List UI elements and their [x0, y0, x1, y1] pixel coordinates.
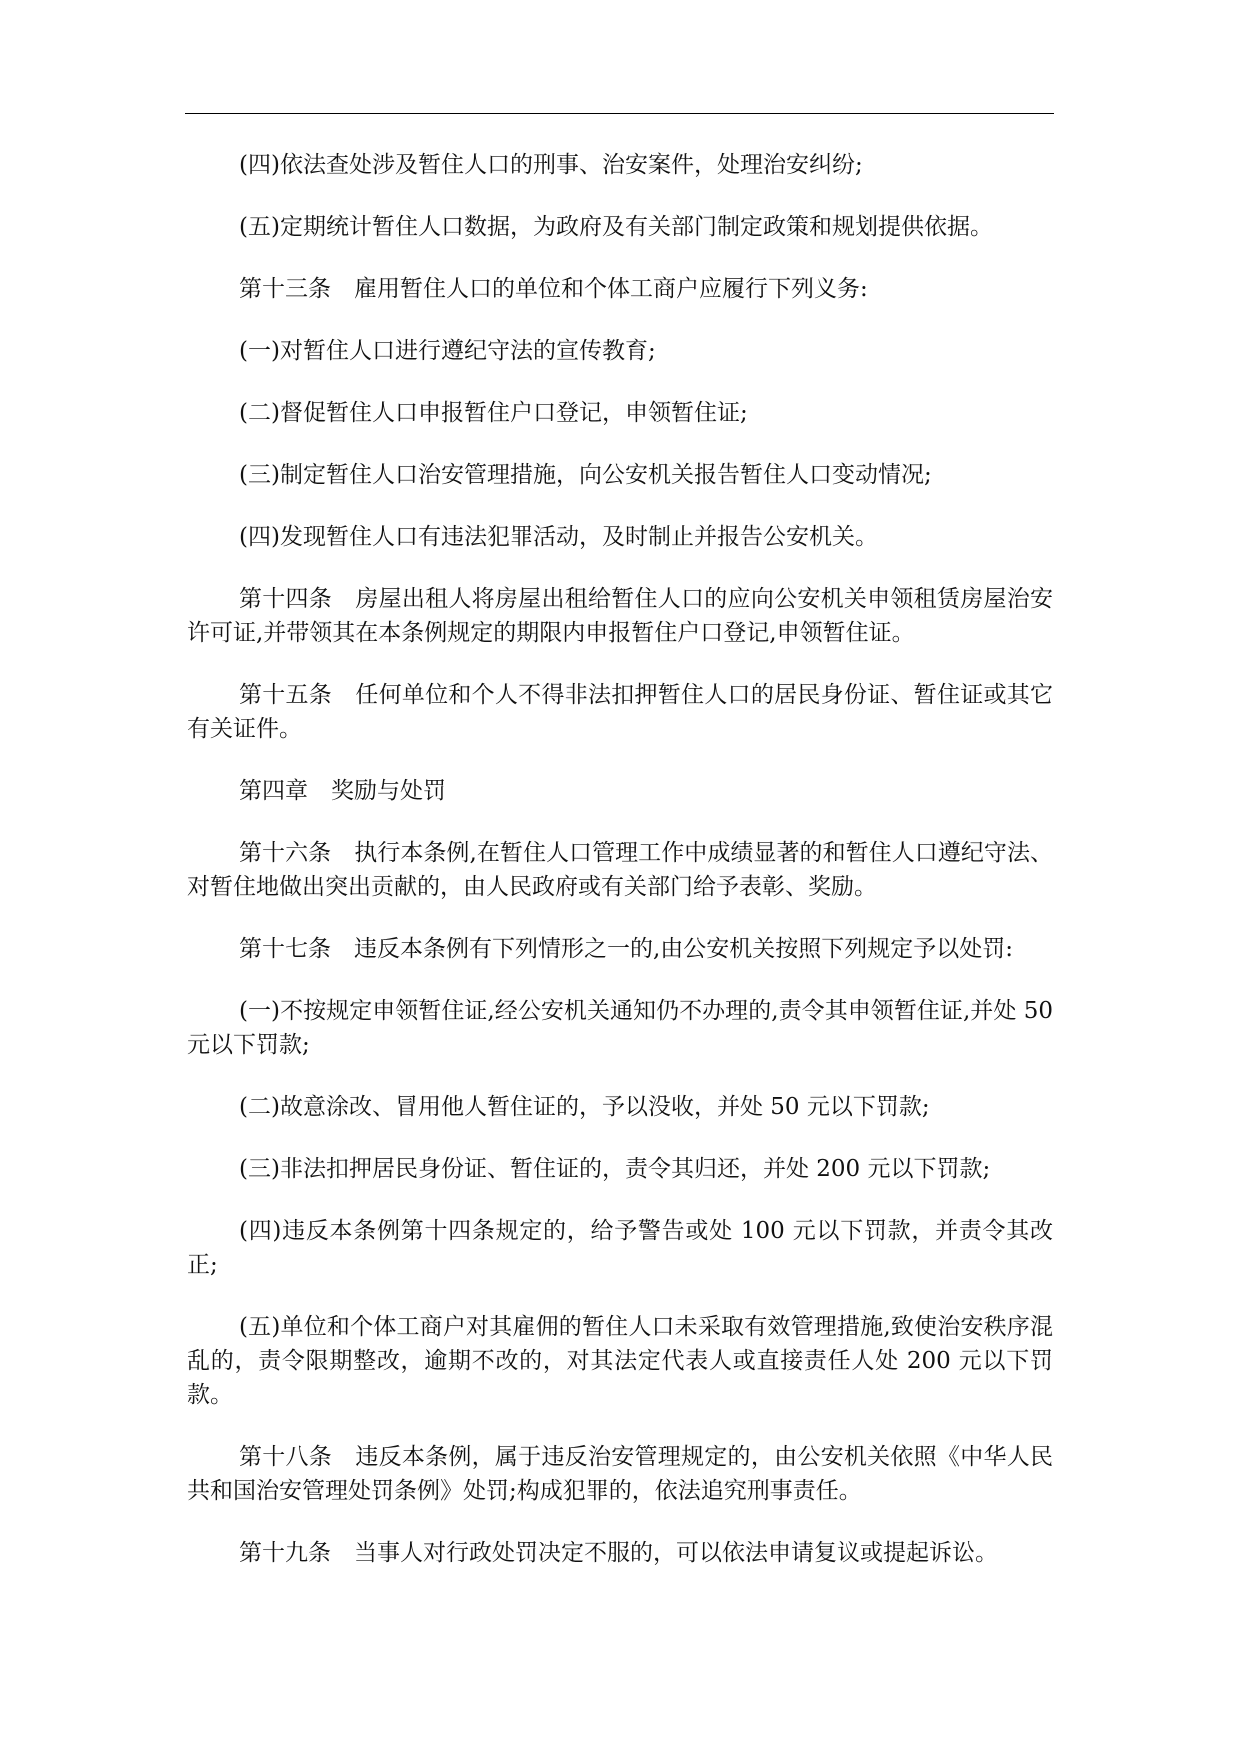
- paragraph: (四)发现暂住人口有违法犯罪活动，及时制止并报告公安机关。: [239, 524, 878, 550]
- chapter-heading: 第四章 奖励与处罚: [239, 778, 446, 804]
- paragraph: (三)非法扣押居民身份证、暂住证的，责令其归还，并处 200 元以下罚款;: [239, 1156, 991, 1182]
- paragraph: (三)制定暂住人口治安管理措施，向公安机关报告暂住人口变动情况;: [239, 462, 932, 488]
- article-17: 第十七条 违反本条例有下列情形之一的,由公安机关按照下列规定予以处罚:: [239, 936, 1014, 962]
- article-13: 第十三条 雇用暂住人口的单位和个体工商户应履行下列义务:: [239, 276, 868, 302]
- paragraph: (五)单位和个体工商户对其雇佣的暂住人口未采取有效管理措施,致使治安秩序混乱的，责令限期整改，逾期不改的，对其法定代表人或直接责任人处 200 元以下罚款。: [187, 1314, 1053, 1408]
- article-19: 第十九条 当事人对行政处罚决定不服的，可以依法申请复议或提起诉讼。: [239, 1540, 998, 1566]
- article-15: 第十五条 任何单位和个人不得非法扣押暂住人口的居民身份证、暂住证或其它有关证件。: [187, 682, 1053, 742]
- paragraph: (二)故意涂改、冒用他人暂住证的，予以没收，并处 50 元以下罚款;: [239, 1094, 930, 1120]
- paragraph: (四)违反本条例第十四条规定的，给予警告或处 100 元以下罚款，并责令其改正;: [187, 1218, 1053, 1278]
- header-rule: [185, 113, 1054, 114]
- paragraph: (五)定期统计暂住人口数据，为政府及有关部门制定政策和规划提供依据。: [239, 214, 993, 240]
- article-16: 第十六条 执行本条例,在暂住人口管理工作中成绩显著的和暂住人口遵纪守法、对暂住地做出突出贡献的，由人民政府或有关部门给予表彰、奖励。: [187, 840, 1053, 900]
- paragraph: (四)依法查处涉及暂住人口的刑事、治安案件，处理治安纠纷;: [239, 152, 863, 178]
- paragraph: (一)对暂住人口进行遵纪守法的宣传教育;: [239, 338, 656, 364]
- article-18: 第十八条 违反本条例，属于违反治安管理规定的，由公安机关依照《中华人民共和国治安管理处罚条例》处罚;构成犯罪的，依法追究刑事责任。: [187, 1444, 1053, 1504]
- document-body: [187, 148, 1061, 1598]
- paragraph: (一)不按规定申领暂住证,经公安机关通知仍不办理的,责令其申领暂住证,并处 50 元以下罚款;: [187, 998, 1061, 1058]
- paragraph: (二)督促暂住人口申报暂住户口登记，申领暂住证;: [239, 400, 748, 426]
- article-14: 第十四条 房屋出租人将房屋出租给暂住人口的应向公安机关申领租赁房屋治安许可证,并带领其在本条例规定的期限内申报暂住户口登记,申领暂住证。: [187, 586, 1053, 646]
